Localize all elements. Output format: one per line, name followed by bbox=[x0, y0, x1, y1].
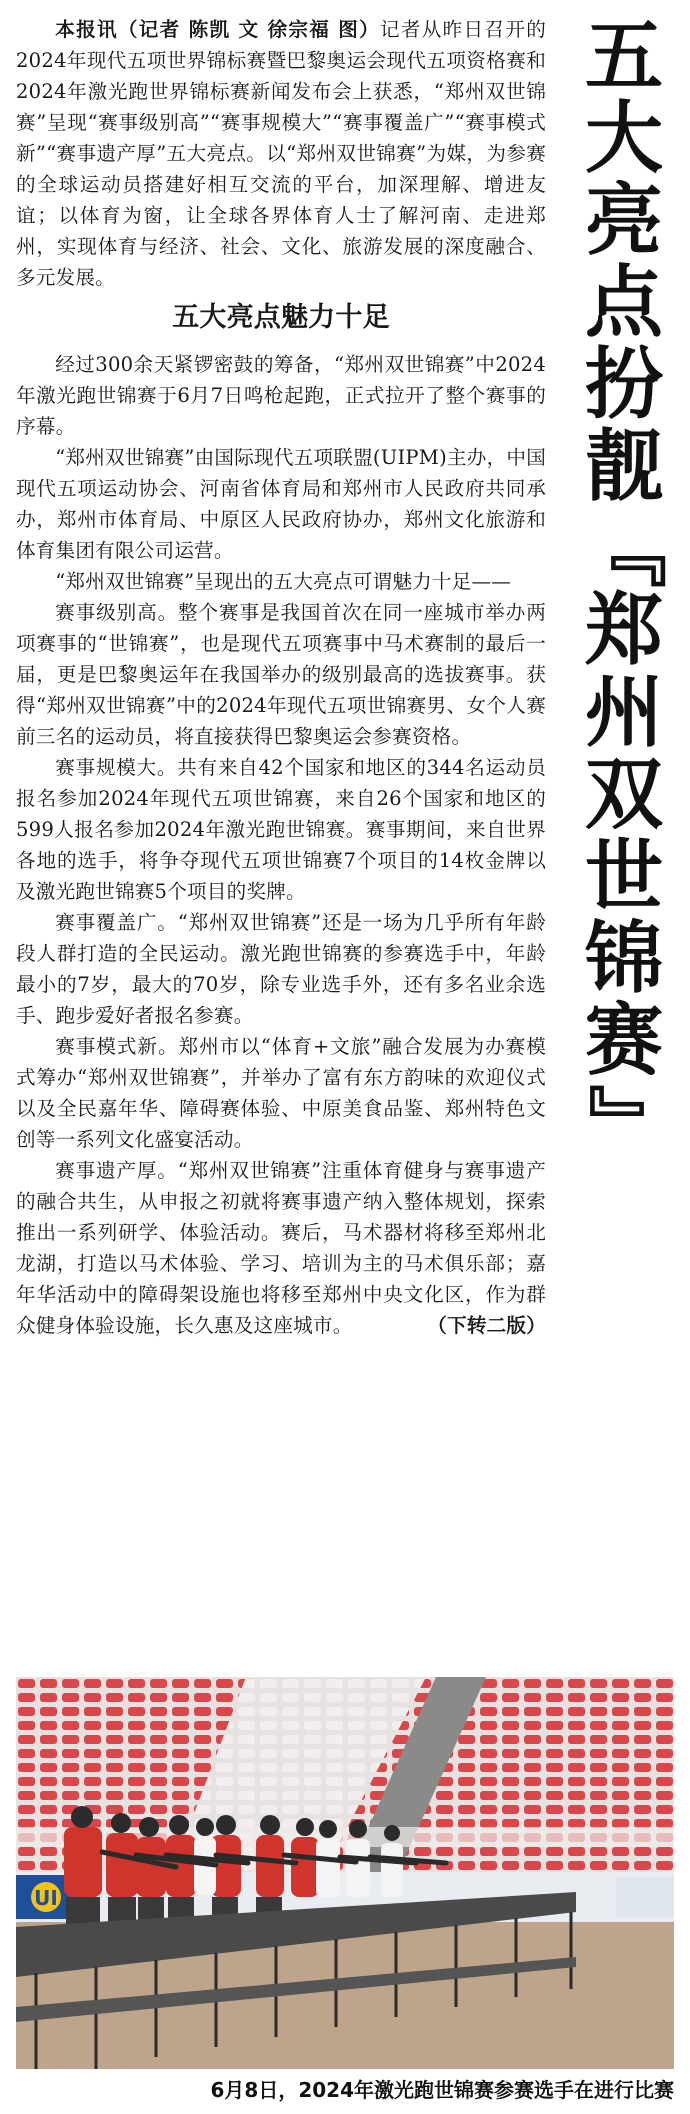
paragraph-8 bbox=[16, 1155, 546, 1341]
headline-char: 锦 bbox=[584, 914, 663, 1004]
photo-caption: 6月8日，2024年激光跑世锦赛参赛选手在进行比赛 bbox=[210, 2078, 674, 2102]
headline-char: 州 bbox=[584, 668, 663, 758]
paragraph-6: 赛事覆盖广。“郑州双世锦赛”还是一场为几乎所有年龄段人群打造的全民运动。激光跑世锦赛的参赛选手中，年龄最小的7岁，最大的70岁，除专业选手外，还有多名业余选手、跑步爱好者报名参赛。 bbox=[16, 911, 546, 1027]
continued-note: （下转二版） bbox=[427, 1314, 546, 1337]
paragraph-5: 赛事规模大。共有来自42个国家和地区的344名运动员报名参加2024年现代五项世锦赛，来自26个国家和地区的599人报名参加2024年激光跑世锦赛。赛事期间，来自世界各地的选手，将争夺现代五项世锦赛7个项目的14枚金牌以及激光跑世锦赛5个项目的奖牌。 bbox=[16, 756, 546, 903]
byline: 本报讯（记者 陈凯 文 徐宗福 图） bbox=[55, 18, 381, 41]
headline-char: 大 bbox=[584, 94, 663, 184]
paragraph-7: 赛事模式新。郑州市以“体育+文旅”融合发展为办赛模式筹办“郑州双世锦赛”，并举办了富有东方韵味的欢迎仪式以及全民嘉年华、障碍赛体验、中原美食品鉴、郑州特色文创等一系列文化盛宴活动。 bbox=[16, 1035, 546, 1151]
lead-text: 记者从昨日召开的2024年现代五项世界锦标赛暨巴黎奥运会现代五项资格赛和2024年激光跑世界锦标赛新闻发布会上获悉，“郑州双世锦赛”呈现“赛事级别高”“赛事规模大”“赛事覆盖广”“赛事模式新”“赛事遗产厚”五大亮点。以“郑州双世锦赛”为媒，为参赛的全球运动员搭建好相互交流的平台，加深理解、增进友谊；以体育为窗，让全球各界体育人士了解河南、走进郑州，实现体育与经济、社会、文化、旅游发展的深度融合、多元发展。 bbox=[16, 18, 546, 289]
vertical-headline bbox=[570, 12, 678, 1164]
headline-char: 双 bbox=[584, 750, 663, 840]
paragraph-8-text: 赛事遗产厚。“郑州双世锦赛”注重体育健身与赛事遗产的融合共生，从申报之初就将赛事遗产纳入整体规划，探索推出一系列研学、体验活动。赛后，马术器材将移至郑州北龙湖，打造以马术体验、学习、培训为主的马术俱乐部；嘉年华活动中的障碍架设施也将移至郑州中央文化区，作为群众健身体验设施，长久惠及这座城市。 bbox=[16, 1159, 546, 1337]
event-photo bbox=[16, 1677, 674, 2069]
lead-paragraph bbox=[16, 14, 546, 293]
paragraph-2: “郑州双世锦赛”由国际现代五项联盟(UIPM)主办，中国现代五项运动协会、河南省体育局和郑州市人民政府共同承办，郑州市体育局、中原区人民政府协办，郑州文化旅游和体育集团有限公司运营。 bbox=[16, 446, 546, 562]
paragraph-4: 赛事级别高。整个赛事是我国首次在同一座城市举办两项赛事的“世锦赛”，也是现代五项赛事中马术赛制的最后一届，更是巴黎奥运年在我国举办的级别最高的选拔赛事。获得“郑州双世锦赛”中的2024年现代五项世锦赛男、女个人赛前三名的运动员，将直接获得巴黎奥运会参赛资格。 bbox=[16, 601, 546, 748]
sign-text: UI bbox=[34, 1886, 58, 1910]
headline-char: 扮 bbox=[584, 340, 663, 430]
paragraph-1: 经过300余天紧锣密鼓的筹备，“郑州双世锦赛”中2024年激光跑世锦赛于6月7日鸣枪起跑，正式拉开了整个赛事的序幕。 bbox=[16, 353, 546, 438]
headline-char: 亮 bbox=[584, 176, 663, 266]
stadium-scene bbox=[16, 1677, 674, 2069]
headline-char: 点 bbox=[584, 258, 663, 348]
headline-char: 五 bbox=[584, 12, 663, 102]
headline-char: 赛 bbox=[584, 996, 663, 1086]
section-subhead: 五大亮点魅力十足 bbox=[172, 302, 390, 333]
article-body bbox=[16, 14, 546, 1341]
paragraph-3: “郑州双世锦赛”呈现出的五大亮点可谓魅力十足—— bbox=[55, 570, 512, 593]
headline-char: 『 bbox=[578, 509, 669, 589]
headline-char: 世 bbox=[584, 832, 663, 922]
headline-char: 靓 bbox=[584, 422, 663, 512]
headline-char: 』 bbox=[578, 1083, 669, 1163]
headline-char: 郑 bbox=[584, 586, 663, 676]
